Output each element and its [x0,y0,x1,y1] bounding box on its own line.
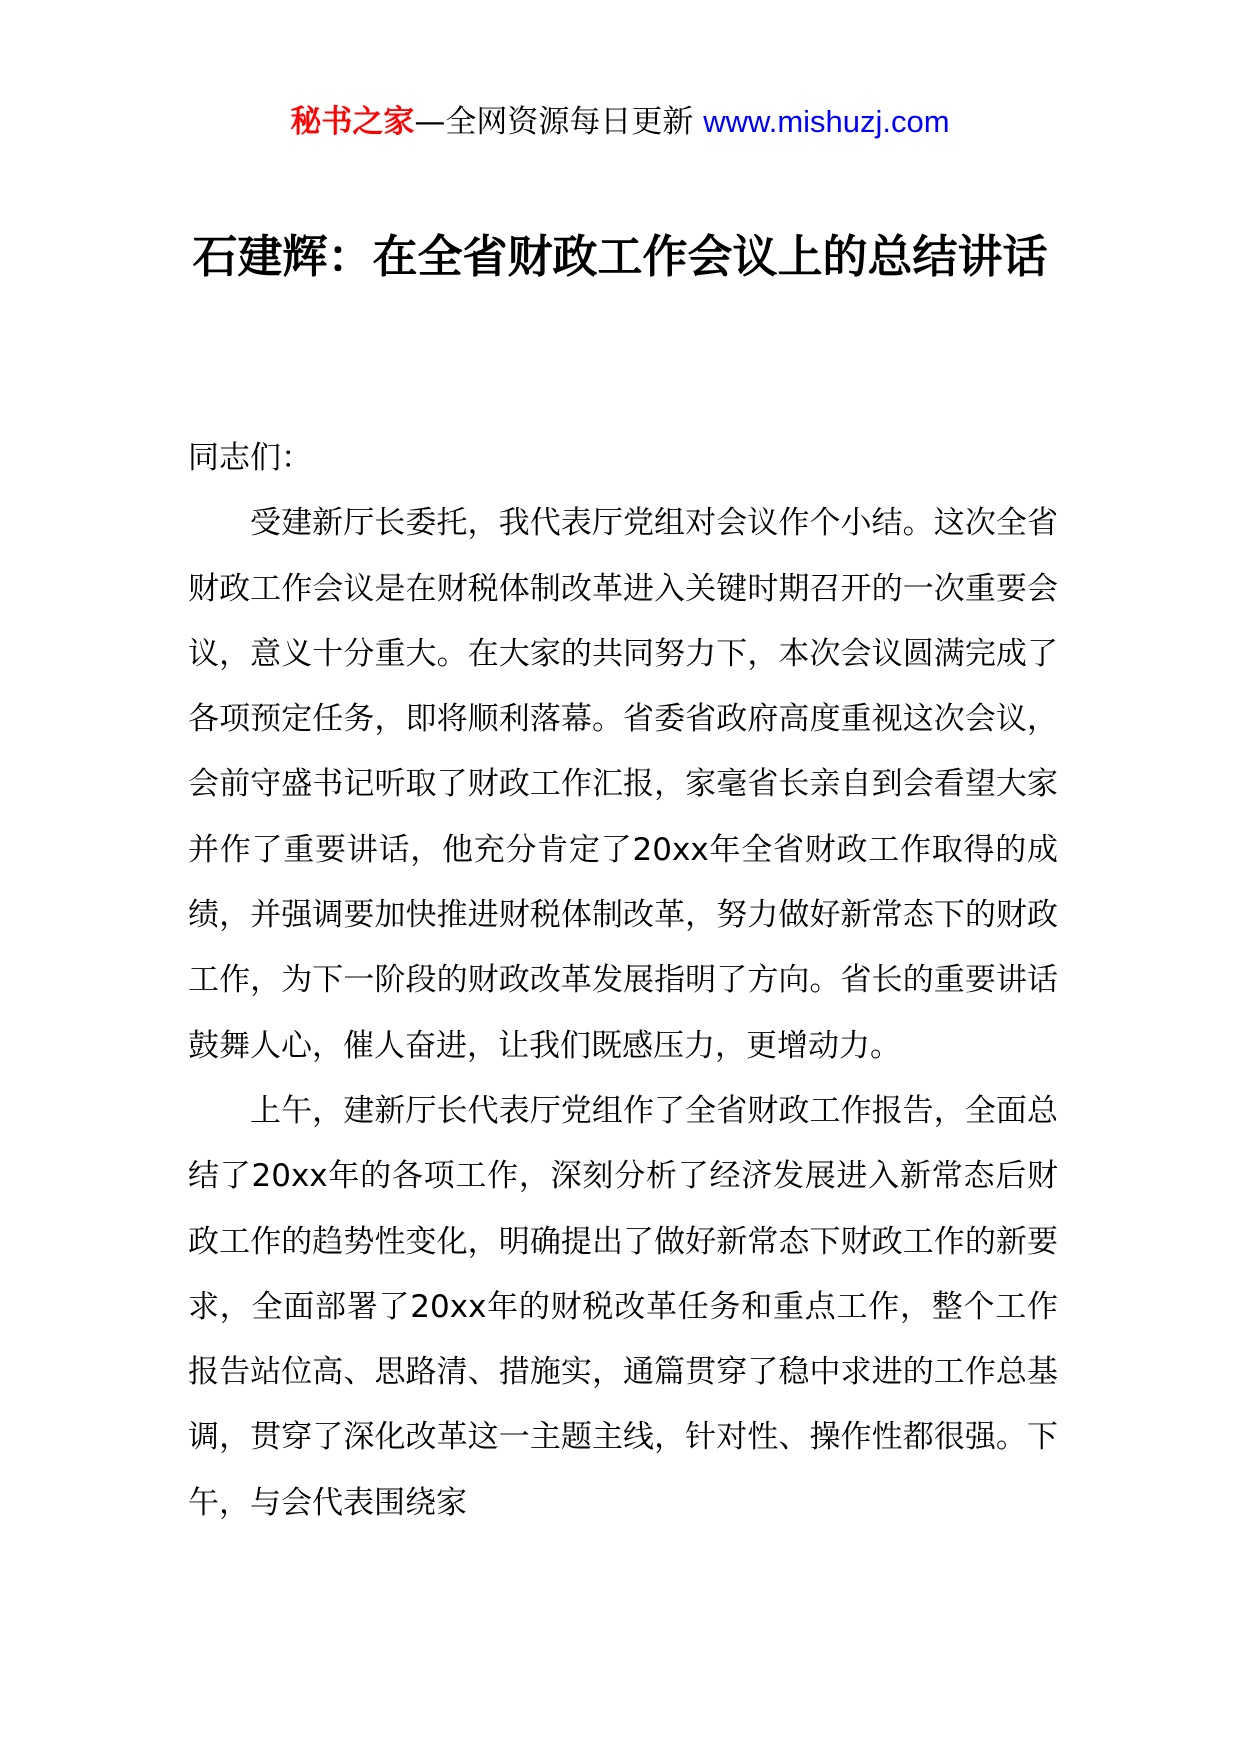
document-body [188,426,1058,1536]
site-header [0,100,1240,144]
salutation: 同志们： [188,440,312,476]
site-url-link[interactable]: www.mishuzj.com [703,104,950,139]
document-title: 石建辉：在全省财政工作会议上的总结讲话 [192,230,1048,283]
site-tagline: —全网资源每日更新 [414,104,704,140]
paragraph: 受建新厅长委托，我代表厅党组对会议作个小结。这次全省财政工作会议是在财税体制改革进入关键时期召开的一次重要会议，意义十分重大。在大家的共同努力下，本次会议圆满完成了各项预定任务，即将顺利落幕。省委省政府高度重视这次会议，会前守盛书记听取了财政工作汇报，家毫省长亲自到会看望大家并作了重要讲话，他充分肯定了20xx年全省财政工作取得的成绩，并强调要加快推进财税体制改革，努力做好新常态下的财政工作，为下一阶段的财政改革发展指明了方向。省长的重要讲话鼓舞人心，催人奋进，让我们既感压力，更增动力。 [188,505,1058,1064]
site-brand: 秘书之家 [290,104,415,140]
paragraph: 上午，建新厅长代表厅党组作了全省财政工作报告，全面总结了20xx年的各项工作，深刻分析了经济发展进入新常态后财政工作的趋势性变化，明确提出了做好新常态下财政工作的新要求，全面部署了20xx年的财税改革任务和重点工作，整个工作报告站位高、思路清、措施实，通篇贯穿了稳中求进的工作总基调，贯穿了深化改革这一主题主线，针对性、操作性都很强。下午，与会代表围绕家 [188,1092,1058,1521]
